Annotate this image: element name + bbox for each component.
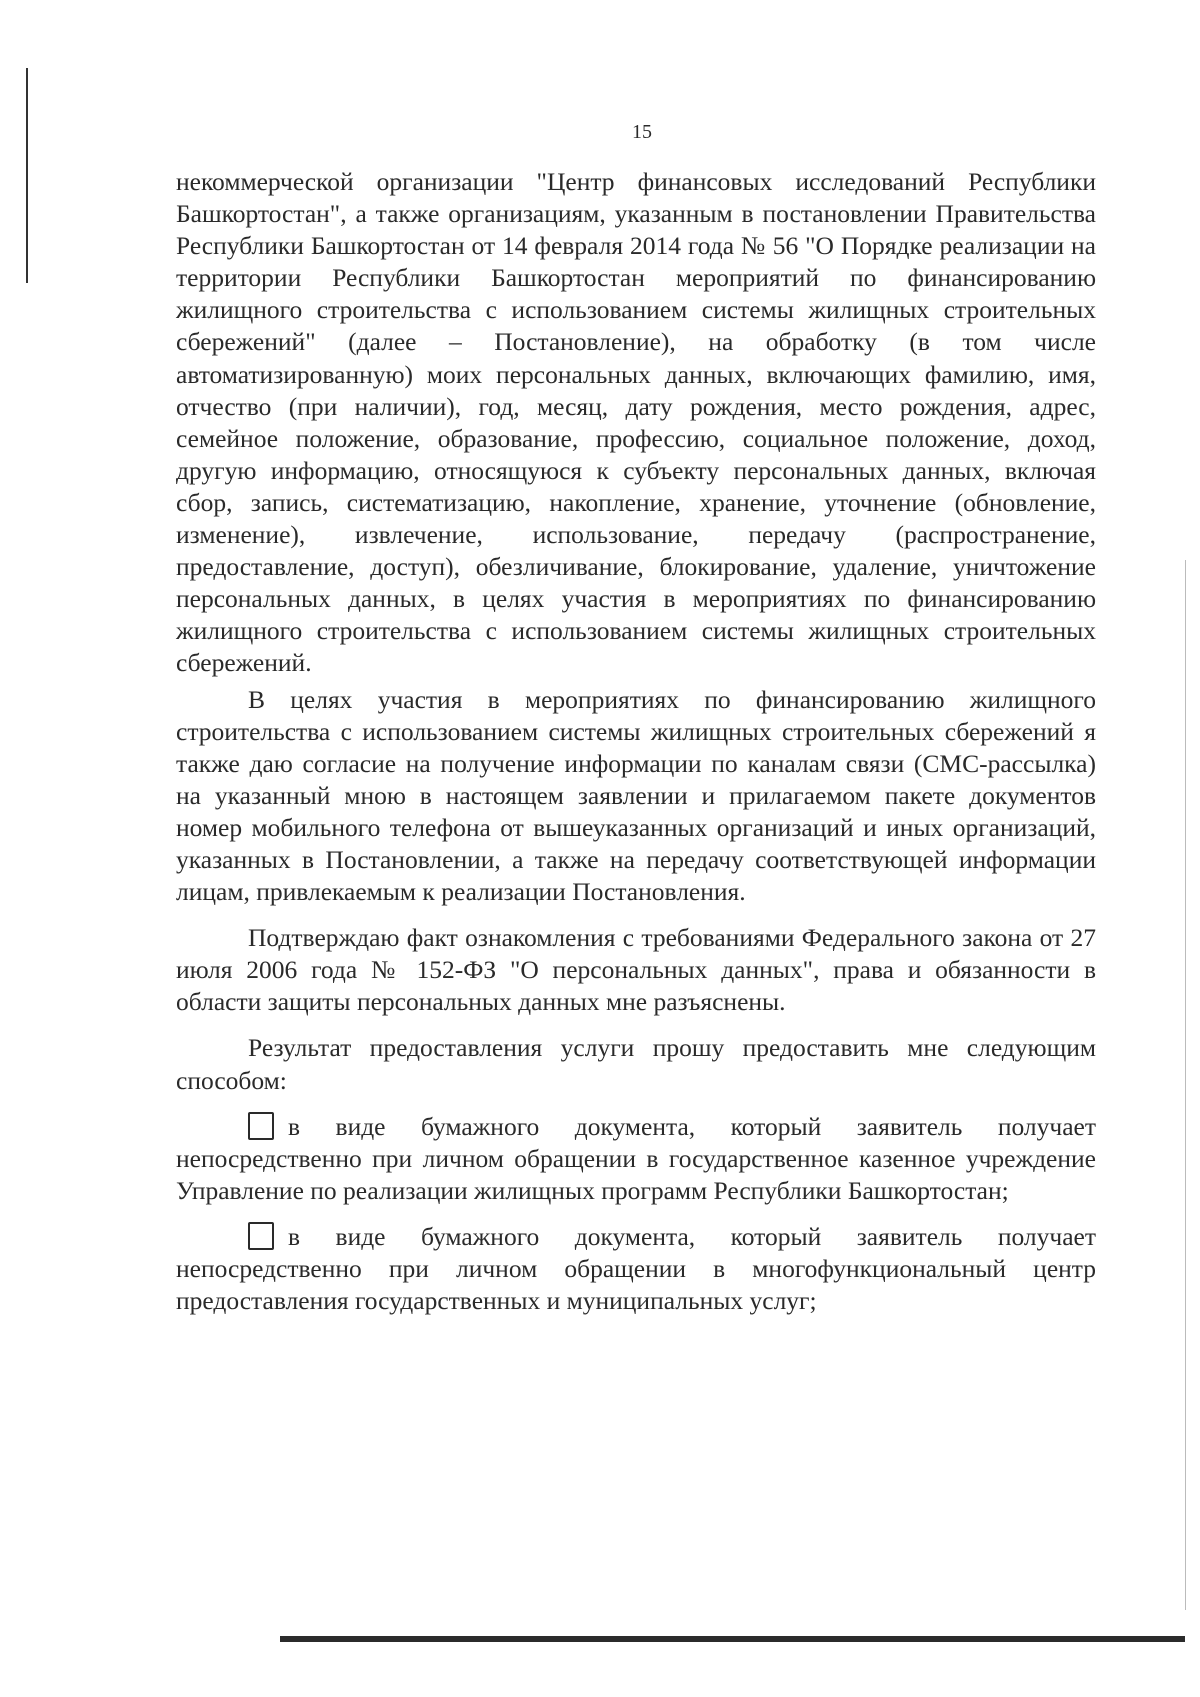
scan-edge-mark-right (1185, 560, 1186, 1610)
paragraph-result-method: Результат предоставления услуги прошу предоставить мне следующим способом: (176, 1033, 1096, 1095)
scan-edge-mark-left (26, 68, 28, 283)
bottom-divider (280, 1636, 1185, 1642)
option-gku-text: в виде бумажного документа, который заявитель получает непосредственно при личном обращении в государственное казенное учреждение Управление по реализации жилищных программ Республики Башкортостан; (176, 1111, 1096, 1205)
option-gku-office (176, 1111, 1096, 1207)
option-gku-checkbox[interactable] (248, 1112, 274, 1140)
option-mfc-text: в виде бумажного документа, который заявитель получает непосредственно при личном обращении в многофункциональный центр предоставления государственных и муниципальных услуг; (176, 1221, 1096, 1316)
option-mfc-checkbox[interactable] (248, 1222, 274, 1250)
paragraph-law-acknowledgement: Подтверждаю факт ознакомления с требованиями Федерального закона от 27 июля 2006 года № 152-ФЗ "О персональных данных", права и обязанности в области защиты персональных данных мне разъяснены. (176, 923, 1096, 1017)
page-number: 15 (632, 121, 652, 143)
paragraph-consent-processing: некоммерческой организации "Центр финансовых исследований Республики Башкортостан", а также организациям, указанным в постановлении Правительства Республики Башкортостан от 14 февраля 2014 года № 56 "О Порядке реализации на территории Республики Башкортостан мероприятий по финансированию жилищного строительства с использованием системы жилищных строительных сбережений" (далее – Постановление), на обработку (в том числе автоматизированную) моих персональных данных, включающих фамилию, имя, отчество (при наличии), год, месяц, дату рождения, место рождения, адрес, семейное положение, образование, профессию, социальное положение, доход, другую информацию, относящуюся к субъекту персональных данных, включая сбор, запись, систематизацию, накопление, хранение, уточнение (обновление, изменение), извлечение, использование, передачу (распространение, предоставление, доступ), обезличивание, блокирование, удаление, уничтожение персональных данных, в целях участия в мероприятиях по финансированию жилищного строительства с использованием системы жилищных строительных сбережений. (176, 167, 1096, 678)
option-mfc-office (176, 1221, 1096, 1317)
document-body (176, 166, 1096, 1317)
paragraph-sms-consent: В целях участия в мероприятиях по финансированию жилищного строительства с использованием системы жилищных строительных сбережений я также даю согласие на получение информации по каналам связи (СМС-рассылка) на указанный мною в настоящем заявлении и прилагаемом пакете документов номер мобильного телефона от вышеуказанных организаций и иных организаций, указанных в Постановлении, а также на передачу соответствующей информации лицам, привлекаемым к реализации Постановления. (176, 684, 1096, 907)
